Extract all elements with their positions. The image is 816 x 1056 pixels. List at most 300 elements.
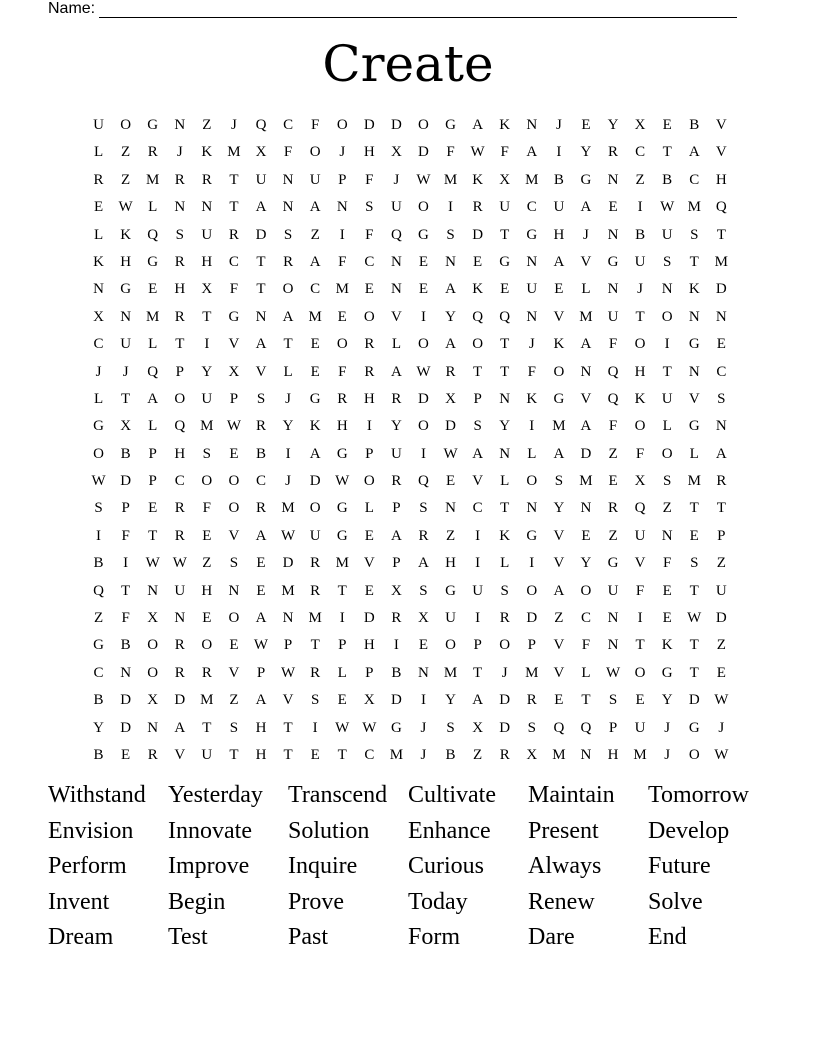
grid-letter: T	[229, 746, 239, 763]
grid-letter: E	[202, 610, 212, 627]
grid-letter: T	[689, 253, 699, 270]
grid-letter: I	[420, 308, 426, 325]
grid-letter: C	[364, 253, 375, 270]
grid-letter: W	[416, 363, 431, 380]
grid-letter: P	[121, 500, 130, 517]
grid-letter: T	[581, 692, 591, 709]
grid-letter: O	[309, 500, 321, 517]
grid-letter: R	[174, 500, 185, 517]
grid-letter: W	[145, 555, 160, 572]
grid-letter: S	[690, 226, 699, 243]
grid-letter: P	[392, 500, 401, 517]
grid-letter: B	[689, 117, 700, 133]
grid-letter: O	[688, 746, 700, 763]
grid-letter: V	[553, 308, 565, 325]
grid-letter: Q	[147, 363, 159, 380]
grid-letter: P	[392, 555, 401, 572]
grid-letter: U	[661, 226, 673, 243]
grid-letter: V	[580, 390, 592, 407]
grid-row	[85, 523, 735, 550]
grid-letter: T	[473, 363, 483, 380]
grid-letter: P	[338, 637, 347, 654]
grid-letter: M	[335, 555, 349, 572]
grid-letter: B	[553, 171, 564, 188]
grid-letter: G	[580, 171, 592, 188]
grid-letter: N	[661, 527, 673, 544]
grid-letter: E	[473, 253, 483, 270]
grid-letter: H	[715, 171, 727, 188]
grid-letter: Z	[608, 445, 618, 462]
grid-letter: I	[339, 610, 345, 627]
grid-letter: Q	[499, 308, 511, 325]
grid-letter: B	[93, 555, 104, 572]
grid-letter: V	[553, 664, 565, 681]
grid-letter: M	[552, 746, 566, 763]
grid-letter: E	[229, 637, 239, 654]
grid-letter: K	[120, 226, 132, 243]
grid-letter: U	[661, 390, 673, 407]
grid-letter: D	[526, 610, 538, 627]
grid-letter: R	[472, 199, 483, 216]
grid-letter: N	[688, 308, 700, 325]
grid-letter: O	[363, 473, 375, 490]
grid-letter: O	[93, 445, 104, 462]
grid-row	[85, 715, 735, 742]
grid-letter: R	[174, 527, 185, 544]
grid-letter: V	[580, 253, 592, 270]
grid-letter: F	[365, 171, 374, 188]
grid-letter: V	[715, 117, 727, 133]
grid-letter: I	[556, 144, 562, 161]
grid-letter: E	[608, 473, 618, 490]
name-field	[48, 0, 737, 18]
grid-letter: O	[336, 117, 348, 133]
grid-letter: J	[664, 746, 671, 763]
grid-letter: I	[448, 199, 454, 216]
grid-letter: O	[526, 582, 538, 599]
grid-letter: E	[689, 527, 699, 544]
grid-letter: N	[282, 171, 294, 188]
grid-letter: A	[445, 281, 456, 298]
grid-letter: V	[553, 555, 565, 572]
grid-letter: G	[418, 226, 429, 243]
grid-letter: B	[120, 445, 131, 462]
grid-letter: S	[663, 473, 672, 490]
grid-letter: A	[255, 610, 267, 627]
grid-letter: Z	[635, 171, 645, 188]
grid-letter: P	[283, 637, 293, 654]
grid-letter: Z	[554, 610, 564, 627]
grid-letter: T	[229, 199, 239, 216]
grid-letter: J	[285, 473, 291, 490]
grid-letter: I	[475, 527, 481, 544]
grid-letter: J	[528, 336, 535, 353]
grid-letter: W	[281, 664, 296, 681]
grid-letter: E	[229, 445, 239, 462]
grid-letter: A	[580, 418, 592, 435]
grid-letter: G	[120, 281, 132, 298]
grid-letter: E	[418, 637, 429, 654]
grid-letter: L	[93, 390, 104, 407]
grid-letter: S	[663, 253, 672, 270]
grid-letter: O	[228, 473, 240, 490]
word-list-item: Tomorrow	[648, 782, 749, 808]
grid-letter: S	[229, 555, 239, 572]
grid-letter: S	[310, 692, 320, 709]
grid-letter: O	[147, 664, 159, 681]
grid-row	[85, 167, 735, 194]
grid-letter: G	[336, 500, 348, 517]
grid-letter: P	[717, 527, 726, 544]
word-list-item: Past	[288, 924, 329, 950]
word-list-item: Cultivate	[408, 782, 496, 808]
grid-letter: S	[446, 226, 455, 243]
grid-letter: E	[500, 281, 510, 298]
grid-letter: W	[714, 692, 729, 709]
grid-letter: J	[231, 117, 237, 133]
grid-letter: L	[662, 418, 672, 435]
grid-letter: Y	[580, 555, 592, 572]
grid-letter: R	[310, 582, 321, 599]
grid-letter: L	[283, 363, 293, 380]
grid-letter: N	[688, 363, 700, 380]
grid-letter: N	[526, 500, 538, 517]
grid-letter: B	[120, 637, 131, 654]
grid-letter: O	[445, 637, 456, 654]
grid-letter: Y	[661, 692, 673, 709]
grid-letter: N	[580, 746, 592, 763]
grid-letter: G	[445, 117, 456, 133]
grid-letter: N	[580, 500, 592, 517]
grid-letter: X	[445, 390, 456, 407]
grid-letter: C	[580, 610, 591, 627]
grid-letter: G	[553, 390, 565, 407]
grid-letter: O	[580, 582, 592, 599]
word-list-item: Perform	[48, 853, 127, 879]
grid-letter: X	[363, 692, 375, 709]
grid-letter: Z	[473, 746, 483, 763]
grid-letter: S	[554, 473, 564, 490]
grid-letter: R	[499, 610, 510, 627]
grid-letter: R	[147, 746, 158, 763]
grid-letter: E	[121, 746, 131, 763]
grid-letter: L	[148, 199, 158, 216]
grid-row	[85, 249, 735, 276]
grid-letter: T	[689, 637, 699, 654]
grid-letter: D	[418, 144, 429, 161]
grid-letter: A	[526, 144, 538, 161]
grid-letter: U	[201, 746, 213, 763]
grid-letter: S	[175, 226, 184, 243]
grid-letter: E	[635, 692, 645, 709]
grid-letter: O	[201, 637, 213, 654]
grid-letter: I	[285, 445, 291, 462]
grid-letter: Z	[445, 527, 456, 544]
word-list-item: Present	[528, 817, 599, 844]
grid-letter: B	[391, 664, 402, 681]
grid-letter: U	[174, 582, 186, 599]
grid-letter: G	[336, 527, 348, 544]
grid-letter: Y	[445, 308, 456, 325]
grid-letter: O	[228, 610, 240, 627]
grid-letter: E	[554, 281, 564, 298]
grid-letter: D	[120, 719, 132, 736]
grid-letter: F	[527, 363, 536, 380]
grid-letter: T	[229, 171, 239, 188]
grid-letter: S	[256, 390, 266, 407]
grid-letter: M	[200, 418, 214, 435]
grid-letter: U	[255, 171, 267, 188]
grid-letter: A	[147, 390, 159, 407]
grid-letter: D	[715, 610, 727, 627]
grid-letter: A	[445, 336, 456, 353]
grid-letter: O	[418, 418, 429, 435]
grid-letter: J	[285, 390, 291, 407]
grid-letter: C	[689, 171, 700, 188]
grid-letter: X	[526, 746, 538, 763]
grid-letter: O	[634, 336, 646, 353]
grid-letter: N	[174, 199, 186, 216]
grid-letter: X	[472, 719, 484, 736]
grid-letter: R	[716, 473, 727, 490]
grid-letter: W	[118, 199, 133, 216]
grid-letter: T	[500, 363, 510, 380]
grid-row	[85, 578, 735, 605]
grid-letter: T	[635, 308, 645, 325]
grid-letter: H	[174, 445, 186, 462]
grid-letter: M	[443, 664, 458, 681]
grid-letter: G	[147, 117, 159, 133]
grid-letter: U	[634, 719, 646, 736]
grid-letter: O	[472, 336, 484, 353]
grid-letter: U	[390, 445, 402, 462]
grid-letter: K	[661, 637, 673, 654]
grid-letter: M	[281, 582, 295, 599]
word-list-item: Enhance	[408, 817, 491, 844]
grid-letter: E	[256, 555, 266, 572]
grid-row	[85, 413, 735, 440]
grid-letter: K	[526, 390, 538, 407]
grid-letter: K	[201, 144, 213, 161]
grid-letter: P	[148, 473, 157, 490]
grid-letter: S	[717, 390, 726, 407]
grid-letter: P	[175, 363, 184, 380]
grid-letter: N	[174, 117, 186, 133]
grid-letter: T	[202, 719, 212, 736]
grid-letter: U	[634, 253, 646, 270]
grid-letter: N	[526, 308, 538, 325]
grid-letter: F	[338, 363, 347, 380]
grid-letter: O	[418, 199, 429, 216]
grid-letter: U	[201, 390, 213, 407]
grid-letter: F	[365, 226, 374, 243]
name-underline	[99, 2, 737, 18]
grid-letter: C	[635, 144, 646, 161]
grid-letter: T	[283, 719, 293, 736]
grid-letter: Q	[580, 719, 592, 736]
grid-letter: H	[201, 582, 213, 599]
grid-row	[85, 687, 735, 714]
grid-letter: V	[282, 692, 294, 709]
grid-letter: T	[337, 746, 347, 763]
grid-letter: A	[390, 363, 402, 380]
grid-letter: O	[228, 500, 240, 517]
grid-letter: P	[608, 719, 618, 736]
word-list-item: Maintain	[528, 782, 615, 808]
grid-letter: Q	[472, 308, 484, 325]
grid-letter: S	[202, 445, 212, 462]
grid-letter: O	[174, 390, 186, 407]
grid-letter: W	[660, 199, 675, 216]
grid-letter: T	[202, 308, 212, 325]
grid-letter: R	[391, 610, 402, 627]
grid-letter: A	[255, 199, 267, 216]
grid-letter: I	[529, 555, 535, 572]
grid-letter: T	[175, 336, 185, 353]
grid-letter: F	[581, 637, 591, 654]
grid-letter: Q	[607, 363, 619, 380]
grid-letter: F	[635, 582, 645, 599]
grid-letter: M	[200, 692, 214, 709]
grid-letter: I	[96, 527, 102, 544]
grid-letter: S	[608, 692, 618, 709]
grid-letter: O	[634, 418, 646, 435]
grid-letter: H	[255, 746, 267, 763]
grid-letter: S	[419, 500, 428, 517]
grid-letter: L	[391, 336, 401, 353]
grid-letter: A	[688, 144, 700, 161]
grid-letter: C	[256, 473, 267, 490]
grid-letter: T	[283, 336, 293, 353]
grid-letter: B	[445, 746, 456, 763]
grid-letter: R	[228, 226, 239, 243]
grid-letter: N	[390, 281, 402, 298]
grid-letter: X	[93, 308, 104, 325]
grid-letter: F	[338, 253, 347, 270]
grid-letter: V	[255, 363, 267, 380]
grid-letter: D	[255, 226, 267, 243]
grid-row	[85, 194, 735, 221]
grid-letter: M	[227, 144, 241, 161]
grid-letter: W	[281, 527, 296, 544]
grid-row	[85, 605, 735, 632]
grid-letter: P	[473, 637, 482, 654]
grid-letter: D	[363, 117, 375, 133]
grid-letter: A	[472, 117, 484, 133]
grid-letter: N	[526, 253, 538, 270]
grid-letter: H	[553, 226, 565, 243]
grid-letter: D	[282, 555, 294, 572]
grid-letter: W	[470, 144, 485, 161]
grid-letter: C	[93, 664, 104, 681]
grid-letter: N	[228, 582, 240, 599]
grid-letter: Y	[390, 418, 402, 435]
grid-letter: J	[420, 746, 427, 763]
grid-letter: N	[120, 664, 132, 681]
grid-letter: S	[94, 500, 103, 517]
grid-letter: R	[283, 253, 294, 270]
grid-letter: G	[526, 226, 538, 243]
grid-letter: H	[445, 555, 456, 572]
grid-letter: M	[308, 610, 322, 627]
grid-letter: Y	[607, 117, 619, 133]
grid-letter: N	[607, 281, 619, 298]
grid-letter: C	[228, 253, 239, 270]
grid-letter: G	[661, 664, 673, 681]
grid-letter: H	[201, 253, 213, 270]
grid-letter: M	[525, 664, 539, 681]
grid-letter: T	[121, 390, 131, 407]
word-list-item: Future	[648, 853, 711, 879]
grid-letter: T	[121, 582, 131, 599]
grid-letter: A	[580, 336, 592, 353]
grid-letter: T	[500, 226, 510, 243]
grid-letter: E	[337, 692, 347, 709]
word-list-item: Dream	[48, 924, 114, 950]
grid-letter: N	[147, 582, 159, 599]
grid-letter: A	[309, 253, 321, 270]
grid-letter: D	[120, 692, 132, 709]
grid-letter: G	[390, 719, 402, 736]
grid-row	[85, 276, 735, 303]
grid-letter: N	[661, 281, 673, 298]
grid-letter: C	[174, 473, 185, 490]
grid-letter: L	[337, 664, 347, 681]
grid-letter: L	[581, 664, 591, 681]
grid-letter: N	[715, 418, 727, 435]
grid-letter: A	[255, 692, 267, 709]
grid-letter: S	[446, 719, 455, 736]
word-list-item: Withstand	[48, 782, 146, 808]
grid-letter: H	[255, 719, 267, 736]
grid-letter: T	[256, 281, 266, 298]
grid-letter: M	[443, 171, 458, 188]
grid-letter: I	[204, 336, 210, 353]
grid-letter: C	[364, 746, 375, 763]
grid-letter: H	[363, 390, 375, 407]
grid-letter: I	[339, 226, 345, 243]
grid-letter: Y	[499, 418, 511, 435]
grid-letter: E	[93, 199, 104, 216]
grid-letter: T	[473, 664, 483, 681]
grid-letter: L	[364, 500, 374, 517]
grid-letter: W	[714, 746, 729, 763]
grid-row	[85, 550, 735, 577]
grid-letter: E	[148, 500, 158, 517]
grid-row	[85, 386, 735, 413]
word-list-item: Solve	[648, 888, 703, 915]
grid-letter: W	[91, 473, 106, 490]
grid-letter: Q	[255, 117, 267, 133]
grid-letter: M	[552, 418, 566, 435]
grid-letter: N	[607, 610, 619, 627]
grid-letter: S	[473, 418, 482, 435]
grid-letter: E	[337, 308, 347, 325]
grid-letter: A	[715, 445, 727, 462]
grid-letter: R	[174, 308, 185, 325]
grid-letter: W	[416, 171, 431, 188]
grid-letter: Q	[147, 226, 159, 243]
grid-letter: H	[336, 418, 348, 435]
grid-letter: E	[716, 664, 726, 681]
grid-letter: M	[579, 308, 593, 325]
grid-letter: D	[418, 390, 429, 407]
grid-letter: D	[580, 445, 592, 462]
grid-letter: T	[500, 336, 510, 353]
grid-letter: W	[253, 637, 269, 654]
grid-letter: M	[308, 308, 322, 325]
grid-letter: A	[255, 336, 267, 353]
